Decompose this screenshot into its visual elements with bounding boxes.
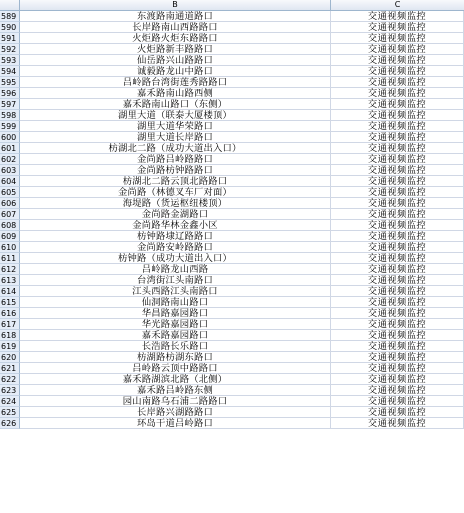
table-row bbox=[0, 77, 464, 88]
cell-c[interactable]: 交通视频监控 bbox=[331, 176, 464, 187]
cell-c[interactable]: 交通视频监控 bbox=[331, 77, 464, 88]
row-number[interactable]: 612 bbox=[0, 264, 20, 275]
cell-b[interactable]: 长岸路兴湖路路口 bbox=[20, 407, 331, 418]
table-row bbox=[0, 396, 464, 407]
row-number[interactable]: 625 bbox=[0, 407, 20, 418]
table-row bbox=[0, 275, 464, 286]
cell-b[interactable]: 枋湖路枋湖东路口 bbox=[20, 352, 331, 363]
table-row bbox=[0, 374, 464, 385]
cell-b[interactable]: 湖里大道长岸路口 bbox=[20, 132, 331, 143]
cell-b[interactable]: 诚毅路龙山中路口 bbox=[20, 66, 331, 77]
cell-c[interactable]: 交通视频监控 bbox=[331, 55, 464, 66]
cell-c[interactable]: 交通视频监控 bbox=[331, 407, 464, 418]
cell-c[interactable]: 交通视频监控 bbox=[331, 220, 464, 231]
row-number[interactable]: 620 bbox=[0, 352, 20, 363]
table-row bbox=[0, 407, 464, 418]
cell-b[interactable]: 嘉禾路南山路西侧 bbox=[20, 88, 331, 99]
cell-c[interactable]: 交通视频监控 bbox=[331, 11, 464, 22]
cell-b[interactable]: 江头西路江头南路口 bbox=[20, 286, 331, 297]
table-row bbox=[0, 66, 464, 77]
cell-c[interactable]: 交通视频监控 bbox=[331, 88, 464, 99]
table-row bbox=[0, 297, 464, 308]
table-row bbox=[0, 110, 464, 121]
table-row bbox=[0, 352, 464, 363]
cell-c[interactable]: 交通视频监控 bbox=[331, 308, 464, 319]
cell-b[interactable]: 枋钟路（成功大道出入口） bbox=[20, 253, 331, 264]
cell-b[interactable]: 嘉禾路嘉园路口 bbox=[20, 330, 331, 341]
row-number[interactable]: 618 bbox=[0, 330, 20, 341]
cell-c[interactable]: 交通视频监控 bbox=[331, 154, 464, 165]
row-number[interactable]: 606 bbox=[0, 198, 20, 209]
table-row bbox=[0, 44, 464, 55]
table-row bbox=[0, 132, 464, 143]
cell-c[interactable]: 交通视频监控 bbox=[331, 341, 464, 352]
table-row bbox=[0, 187, 464, 198]
table-row bbox=[0, 121, 464, 132]
column-header-c[interactable]: C bbox=[394, 0, 401, 9]
table-row bbox=[0, 209, 464, 220]
cell-b[interactable]: 长浩路长乐路口 bbox=[20, 341, 331, 352]
cell-b[interactable]: 火炬路新丰路路口 bbox=[20, 44, 331, 55]
cell-c[interactable]: 交通视频监控 bbox=[331, 99, 464, 110]
row-number[interactable]: 622 bbox=[0, 374, 20, 385]
sheet-rows bbox=[0, 11, 464, 429]
table-row bbox=[0, 154, 464, 165]
cell-c[interactable]: 交通视频监控 bbox=[331, 352, 464, 363]
table-row bbox=[0, 220, 464, 231]
cell-c[interactable]: 交通视频监控 bbox=[331, 33, 464, 44]
cell-b[interactable]: 华昌路嘉园路口 bbox=[20, 308, 331, 319]
cell-b[interactable]: 环岛干道吕岭路口 bbox=[20, 418, 331, 429]
cell-b[interactable]: 嘉禾路吕岭路东侧 bbox=[20, 385, 331, 396]
row-number[interactable]: 607 bbox=[0, 209, 20, 220]
row-number[interactable]: 610 bbox=[0, 242, 20, 253]
table-row bbox=[0, 198, 464, 209]
row-number[interactable]: 616 bbox=[0, 308, 20, 319]
cell-c[interactable]: 交通视频监控 bbox=[331, 275, 464, 286]
row-number[interactable]: 608 bbox=[0, 220, 20, 231]
table-row bbox=[0, 143, 464, 154]
cell-b[interactable]: 嘉禾路南山路口（东侧） bbox=[20, 99, 331, 110]
row-number[interactable]: 590 bbox=[0, 22, 20, 33]
cell-b[interactable]: 海堤路（货运枢纽楼顶） bbox=[20, 198, 331, 209]
cell-c[interactable]: 交通视频监控 bbox=[331, 297, 464, 308]
table-row bbox=[0, 99, 464, 110]
cell-c[interactable]: 交通视频监控 bbox=[331, 44, 464, 55]
cell-c[interactable]: 交通视频监控 bbox=[331, 187, 464, 198]
cell-c[interactable]: 交通视频监控 bbox=[331, 121, 464, 132]
select-all-corner[interactable] bbox=[0, 0, 20, 10]
row-number[interactable]: 595 bbox=[0, 77, 20, 88]
cell-c[interactable]: 交通视频监控 bbox=[331, 143, 464, 154]
table-row bbox=[0, 418, 464, 429]
table-row bbox=[0, 308, 464, 319]
cell-b[interactable]: 吕岭路云顶中路路口 bbox=[20, 363, 331, 374]
table-row bbox=[0, 363, 464, 374]
cell-c[interactable]: 交通视频监控 bbox=[331, 363, 464, 374]
cell-b[interactable]: 华光路嘉园路口 bbox=[20, 319, 331, 330]
cell-c[interactable]: 交通视频监控 bbox=[331, 165, 464, 176]
cell-c[interactable]: 交通视频监控 bbox=[331, 396, 464, 407]
cell-c[interactable]: 交通视频监控 bbox=[331, 231, 464, 242]
table-row bbox=[0, 22, 464, 33]
cell-c[interactable]: 交通视频监控 bbox=[331, 253, 464, 264]
cell-b[interactable]: 金尚路吕岭路路口 bbox=[20, 154, 331, 165]
row-number[interactable]: 593 bbox=[0, 55, 20, 66]
row-number[interactable]: 605 bbox=[0, 187, 20, 198]
cell-c[interactable]: 交通视频监控 bbox=[331, 264, 464, 275]
cell-c[interactable]: 交通视频监控 bbox=[331, 286, 464, 297]
cell-c[interactable]: 交通视频监控 bbox=[331, 418, 464, 429]
cell-c[interactable]: 交通视频监控 bbox=[331, 374, 464, 385]
table-row bbox=[0, 330, 464, 341]
cell-b[interactable]: 台湾街江头南路口 bbox=[20, 275, 331, 286]
cell-c[interactable]: 交通视频监控 bbox=[331, 198, 464, 209]
row-number[interactable]: 614 bbox=[0, 286, 20, 297]
row-number[interactable]: 601 bbox=[0, 143, 20, 154]
table-row bbox=[0, 176, 464, 187]
cell-b[interactable]: 枋湖北二路云顶北路路口 bbox=[20, 176, 331, 187]
table-row bbox=[0, 11, 464, 22]
row-number[interactable]: 596 bbox=[0, 88, 20, 99]
cell-b[interactable]: 枋钟路埭辽路路口 bbox=[20, 231, 331, 242]
row-number[interactable]: 626 bbox=[0, 418, 20, 429]
table-row bbox=[0, 385, 464, 396]
row-number[interactable]: 604 bbox=[0, 176, 20, 187]
cell-c[interactable]: 交通视频监控 bbox=[331, 66, 464, 77]
table-row bbox=[0, 341, 464, 352]
cell-b[interactable]: 湖里大道（联泰大厦楼顶） bbox=[20, 110, 331, 121]
cell-c[interactable]: 交通视频监控 bbox=[331, 209, 464, 220]
cell-b[interactable]: 仙洞路南山路口 bbox=[20, 297, 331, 308]
row-number[interactable]: 599 bbox=[0, 121, 20, 132]
cell-c[interactable]: 交通视频监控 bbox=[331, 330, 464, 341]
row-number[interactable]: 594 bbox=[0, 66, 20, 77]
cell-b[interactable]: 金尚路金湖路口 bbox=[20, 209, 331, 220]
cell-b[interactable]: 金尚路安岭路路口 bbox=[20, 242, 331, 253]
row-number[interactable]: 597 bbox=[0, 99, 20, 110]
table-row bbox=[0, 33, 464, 44]
cell-c[interactable]: 交通视频监控 bbox=[331, 242, 464, 253]
cell-c[interactable]: 交通视频监控 bbox=[331, 385, 464, 396]
row-number[interactable]: 598 bbox=[0, 110, 20, 121]
table-row bbox=[0, 242, 464, 253]
cell-b[interactable]: 仙岳路兴山路路口 bbox=[20, 55, 331, 66]
table-row bbox=[0, 286, 464, 297]
row-number[interactable]: 624 bbox=[0, 396, 20, 407]
table-row bbox=[0, 253, 464, 264]
cell-c[interactable]: 交通视频监控 bbox=[331, 319, 464, 330]
cell-b[interactable]: 枋湖北二路（成功大道出入口） bbox=[20, 143, 331, 154]
cell-b[interactable]: 长岸路南山西路路口 bbox=[20, 22, 331, 33]
row-number[interactable]: 617 bbox=[0, 319, 20, 330]
table-row bbox=[0, 165, 464, 176]
row-number[interactable]: 589 bbox=[0, 11, 20, 22]
row-number[interactable]: 591 bbox=[0, 33, 20, 44]
row-number[interactable]: 603 bbox=[0, 165, 20, 176]
row-number[interactable]: 592 bbox=[0, 44, 20, 55]
cell-c[interactable]: 交通视频监控 bbox=[331, 132, 464, 143]
cell-b[interactable]: 园山南路乌石浦二路路口 bbox=[20, 396, 331, 407]
row-number[interactable]: 609 bbox=[0, 231, 20, 242]
cell-b[interactable]: 金尚路枋钟路路口 bbox=[20, 165, 331, 176]
row-number[interactable]: 600 bbox=[0, 132, 20, 143]
cell-b[interactable]: 金尚路华林金鑫小区 bbox=[20, 220, 331, 231]
cell-b[interactable]: 湖里大道华荣路口 bbox=[20, 121, 331, 132]
cell-c[interactable]: 交通视频监控 bbox=[331, 110, 464, 121]
row-number[interactable]: 619 bbox=[0, 341, 20, 352]
row-number[interactable]: 611 bbox=[0, 253, 20, 264]
table-row bbox=[0, 88, 464, 99]
table-row bbox=[0, 319, 464, 330]
row-number[interactable]: 621 bbox=[0, 363, 20, 374]
cell-b[interactable]: 嘉禾路湖滨北路（北侧） bbox=[20, 374, 331, 385]
row-number[interactable]: 623 bbox=[0, 385, 20, 396]
table-row bbox=[0, 55, 464, 66]
column-header-b[interactable]: B bbox=[20, 0, 331, 10]
table-row bbox=[0, 264, 464, 275]
cell-b[interactable]: 东渡路南通道路口 bbox=[20, 11, 331, 22]
table-row bbox=[0, 231, 464, 242]
cell-b[interactable]: 吕岭路台湾街莲秀路路口 bbox=[20, 77, 331, 88]
cell-b[interactable]: 金尚路（林德叉车厂对面） bbox=[20, 187, 331, 198]
column-header-bar bbox=[0, 0, 464, 11]
cell-b[interactable]: 吕岭路龙山西路 bbox=[20, 264, 331, 275]
row-number[interactable]: 615 bbox=[0, 297, 20, 308]
cell-c[interactable]: 交通视频监控 bbox=[331, 22, 464, 33]
row-number[interactable]: 613 bbox=[0, 275, 20, 286]
row-number[interactable]: 602 bbox=[0, 154, 20, 165]
cell-b[interactable]: 火炬路火炬东路路口 bbox=[20, 33, 331, 44]
